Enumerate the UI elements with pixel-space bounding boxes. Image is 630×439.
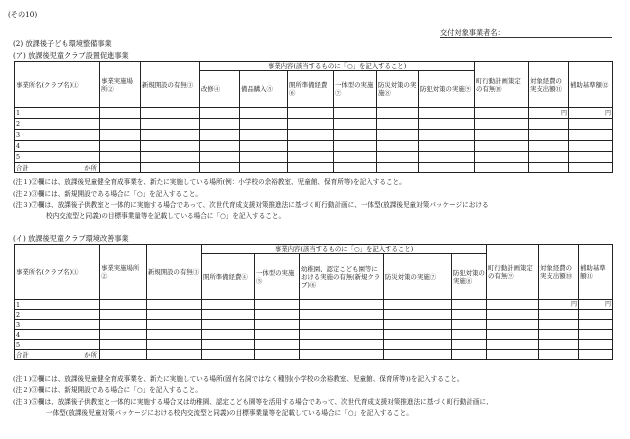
total-row (15, 163, 613, 173)
header-renovation: 改修④ (200, 71, 240, 108)
total-row (15, 350, 613, 360)
header-town-plan: 町行動計画策定の有無⑨ (487, 245, 539, 300)
note-a-3-cont: 校内交流型と同義)の目標事業量等を記載している場合に「○」を記入すること。 (46, 212, 286, 220)
header-joint: 一体型の実施⑦ (334, 71, 377, 108)
total-cell (15, 350, 100, 360)
header-facility: 事業所名(クラブ名)① (15, 62, 100, 108)
yen-unit: 円 (529, 108, 569, 119)
table-a-title: (ア) 放課後児童クラブ設置促進事業 (13, 51, 129, 60)
table-row (15, 320, 613, 330)
row-number: 4 (15, 330, 100, 340)
header-business-content: 事業内容(該当するものに「○」を記入すること) (200, 62, 475, 71)
yen-unit: 円 (569, 108, 613, 119)
row-number: 3 (15, 130, 100, 141)
header-actual-cost: 対象経費の実支出額⑩ (539, 245, 579, 300)
recipient-label: 交付対象事業者名： (440, 28, 612, 38)
row-number: 1 (15, 300, 100, 310)
section-title: (2) 放課後子ども環境整備事業 (13, 39, 112, 48)
header-subsidy-base: 補助基準額⑫ (569, 62, 613, 108)
table-row (15, 141, 613, 152)
header-facility: 事業所名(クラブ名)① (15, 245, 100, 300)
table-b (14, 244, 613, 360)
row-number: 2 (15, 310, 100, 320)
header-business-content: 事業内容(該当するものに「○」を記入すること) (202, 245, 487, 254)
note-a-2: (注２)③欄には、新規開設である場合に「○」を記入すること。 (13, 190, 202, 198)
header-new-opening: 新規開設の有無③ (147, 245, 202, 300)
note-a-3: (注３)⑦欄は、放課後子供教室と一体的に実施する場合であって、次世代育成支援対策推進法に基づく町行動計画に、一体型(放課後児童対策パッケージにおける (13, 201, 489, 209)
table-b-title: (イ) 放課後児童クラブ環境改善事業 (13, 234, 129, 243)
table-row (15, 300, 613, 310)
header-disaster: 防災対策の実施⑧ (377, 71, 419, 108)
row-number: 3 (15, 320, 100, 330)
row-number: 4 (15, 141, 100, 152)
note-a-1: (注１)②欄には、放課後児童健全育成事業を、新たに実施している場所(例：小学校の余裕教室、児童館、保育所等)を記入すること。 (13, 178, 406, 186)
header-town-plan: 町行動計画策定の有無⑩ (475, 62, 529, 108)
header-location: 事業実施場所② (100, 245, 147, 300)
header-crime: 防犯対策の実施⑨ (419, 71, 475, 108)
header-subsidy-base: 補助基準額⑪ (579, 245, 613, 300)
header-new-opening: 新規開設の有無③ (141, 62, 200, 108)
header-disaster: 防災対策の実施⑦ (384, 254, 452, 300)
table-row (15, 310, 613, 320)
header-opening-prep: 開所準備経費④ (202, 254, 255, 300)
row-number: 5 (15, 340, 100, 350)
total-label: 合計 (16, 350, 29, 359)
header-crime: 防犯対策の実施⑧ (452, 254, 487, 300)
row-number: 5 (15, 152, 100, 163)
yen-unit: 円 (539, 300, 579, 310)
count-label: か所 (84, 350, 97, 359)
note-b-3: (注３)⑤欄は、放課後子供教室と一体的に実施する場合又は幼稚園、認定こども園等を活用する場合であって、次世代育成支援対策推進法に基づく町行動計画に、 (13, 398, 493, 406)
note-b-1: (注１)②欄には、放課後児童健全育成事業を、新たに実施している場所(固有名詞ではなく種別(小学校の余裕教室、児童館、保育所等))を記入すること。 (13, 375, 464, 383)
header-joint: 一体型の実施⑤ (255, 254, 300, 300)
table-a (14, 61, 613, 173)
header-opening-prep: 開所準備経費⑥ (288, 71, 334, 108)
table-row (15, 108, 613, 119)
table-row (15, 152, 613, 163)
note-b-3-cont: 一体型(放課後児童対策パッケージにおける校内交流型と同義)の目標事業量等を記載している場合に「○」を記入すること。 (46, 409, 413, 417)
row-number: 2 (15, 119, 100, 130)
header-equipment: 備品購入⑤ (240, 71, 288, 108)
header-location: 事業実施場所② (100, 62, 141, 108)
total-label: 合計 (16, 163, 29, 172)
note-b-2: (注２)③欄には、新規開設である場合に「○」を記入すること。 (13, 386, 202, 394)
total-cell (15, 163, 100, 173)
page-label: (その10) (8, 10, 38, 19)
count-label: か所 (84, 163, 97, 172)
table-row (15, 330, 613, 340)
header-actual-cost: 対象経費の実支出額⑪ (529, 62, 569, 108)
table-row (15, 119, 613, 130)
table-row (15, 340, 613, 350)
yen-unit: 円 (579, 300, 613, 310)
header-kindergarten: 幼稚園、認定こども園等における実施の有無(新規クラブ)⑥ (300, 254, 384, 300)
table-row (15, 130, 613, 141)
row-number: 1 (15, 108, 100, 119)
